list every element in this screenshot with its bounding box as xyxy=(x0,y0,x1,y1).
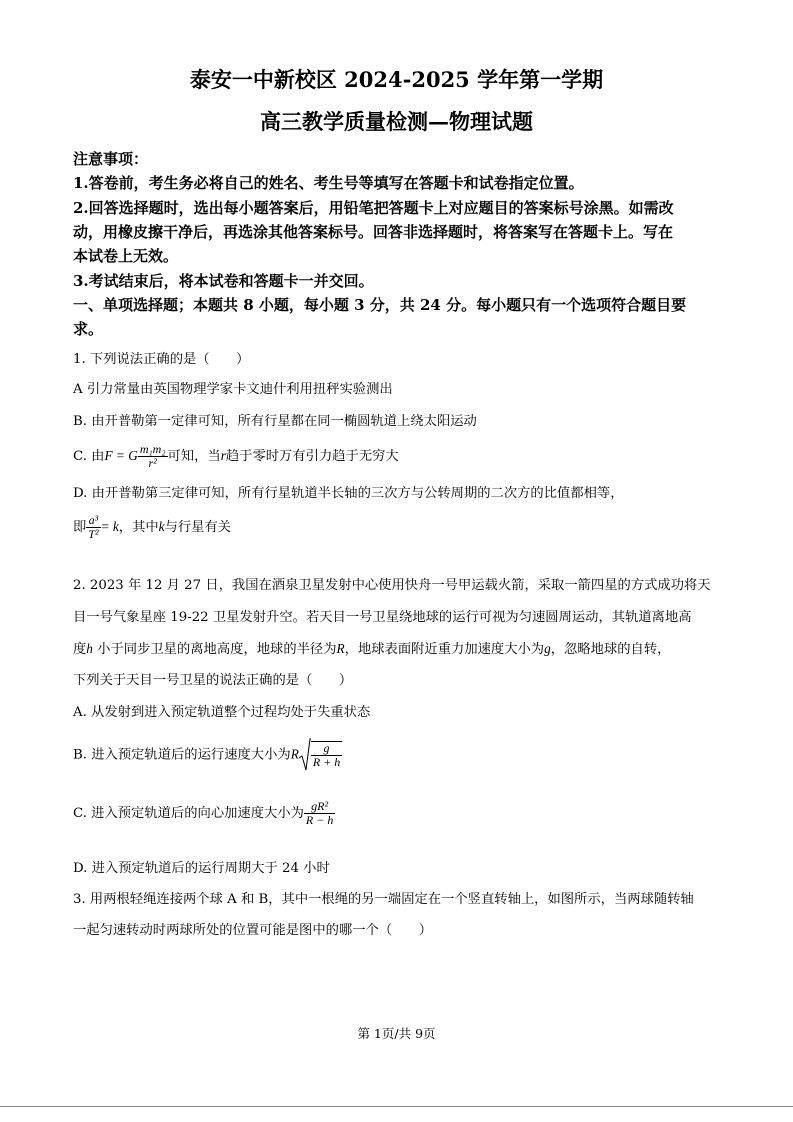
q2-line3-b: 小于同步卫星的离地高度，地球的半径为 xyxy=(92,642,337,657)
q1-kepler-fraction xyxy=(86,514,100,541)
q3-stem-line1: 3. 用两根轻绳连接两个球 A 和 B，其中一根绳的另一端固定在一个竖直转轴上，如图所示，当两球随转轴 xyxy=(73,892,694,907)
notice-item-2-line1: 2.回答选择题时，选出每小题答案后，用铅笔把答题卡上对应题目的答案标号涂黑。如需改 xyxy=(73,199,674,217)
sqrt-sign-icon xyxy=(299,738,311,772)
page-bottom-divider xyxy=(0,1106,793,1107)
q1-option-d-post: 与行星有关 xyxy=(164,520,232,535)
q1-kepler-numerator: a³ xyxy=(88,513,99,527)
q1-option-c-post: 趋于零时万有引力趋于无穷大 xyxy=(225,449,399,464)
page-footer: 第 1页/共 9页 xyxy=(357,1026,436,1041)
notice-item-1: 1.答卷前，考生务必将自己的姓名、考生号等填写在答题卡和试卷指定位置。 xyxy=(73,174,584,192)
q2-line3-a: 度 xyxy=(73,642,87,657)
q1-fraction-denominator: r² xyxy=(138,456,168,470)
q2-accel-fraction xyxy=(304,800,335,827)
q1-option-c xyxy=(73,443,399,470)
q2-var-R: R xyxy=(336,641,345,656)
q3-stem-line2: 一起匀速转动时两球所处的位置可能是图中的哪一个（ ） xyxy=(73,923,433,938)
q2-option-c-prefix: C. 进入预定轨道后的向心加速度大小为 xyxy=(73,806,304,821)
notice-heading: 注意事项： xyxy=(73,150,149,168)
notice-item-3: 3.考试结束后，将本试卷和答题卡一并交回。 xyxy=(73,272,374,290)
q2-stem-line4: 下列关于天目一号卫星的说法正确的是（ ） xyxy=(73,673,353,688)
q1-stem: 1. 下列说法正确的是（ ） xyxy=(73,352,250,367)
q2-option-b-R: R xyxy=(290,746,299,762)
q2-option-b xyxy=(73,738,342,772)
q2-accel-numerator: gR² xyxy=(311,799,329,813)
exam-title-line1: 泰安一中新校区 2024-2025 学年第一学期 xyxy=(189,67,604,92)
q1-option-d-line2 xyxy=(73,514,231,541)
q1-var-k: k xyxy=(158,519,165,534)
q2-stem-line1: 2. 2023 年 12 月 27 日，我国在酒泉卫星发射中心使用快舟一号甲运载火箭，采取一箭四星的方式成功将天 xyxy=(73,578,711,593)
q2-sqrt-denominator: R + h xyxy=(312,755,341,769)
q2-sqrt-numerator: g xyxy=(323,741,330,755)
q2-option-a: A. 从发射到进入预定轨道整个过程均处于失重状态 xyxy=(73,705,371,720)
q2-sqrt-fraction xyxy=(311,741,342,769)
q1-kepler-equals: = k xyxy=(100,519,119,534)
q2-var-g: g xyxy=(544,641,551,656)
q1-kepler-denominator: T² xyxy=(88,527,99,541)
q2-option-b-prefix: B. 进入预定轨道后的运行速度大小为 xyxy=(73,747,291,763)
q2-stem-line3 xyxy=(73,638,670,657)
q1-option-a: A 引力常量由英国物理学家卡文迪什利用扭秤实验测出 xyxy=(73,382,393,397)
q2-stem-line2: 目一号气象星座 19-22 卫星发射升空。若天目一号卫星绕地球的运行可视为匀速圆周运动，其轨道离地高 xyxy=(73,610,692,625)
q2-accel-denominator: R − h xyxy=(305,813,334,827)
q2-option-d: D. 进入预定轨道后的运行周期大于 24 小时 xyxy=(73,861,330,876)
q2-line3-d: ，忽略地球的自转， xyxy=(550,642,671,657)
section1-heading-line2: 求。 xyxy=(73,320,104,338)
q1-formula-left: F = G xyxy=(104,448,138,463)
notice-item-2-line2: 动，用橡皮擦干净后，再选涂其他答案标号。回答非选择题时，将答案写在答题卡上。写在 xyxy=(73,223,674,241)
q2-var-h: h xyxy=(86,641,93,656)
notice-item-2-line3: 本试卷上无效。 xyxy=(73,247,179,265)
q1-option-d-line1: D. 由开普勒第三定律可知，所有行星轨道半长轴的三次方与公转周期的二次方的比值都相等， xyxy=(73,486,624,501)
q1-option-b: B. 由开普勒第一定律可知，所有行星都在同一椭圆轨道上绕太阳运动 xyxy=(73,414,477,429)
exam-title-line2: 高三教学质量检测—物理试题 xyxy=(260,109,533,134)
q1-option-c-prefix: C. 由 xyxy=(73,449,105,464)
q1-gravity-fraction xyxy=(138,443,168,470)
section1-heading-line1: 一、单项选择题；本题共 8 小题，每小题 3 分，共 24 分。每小题只有一个选项符合题目要 xyxy=(73,296,687,314)
q2-sqrt-expression xyxy=(299,738,342,772)
q1-fraction-numerator: m₁m₂ xyxy=(139,442,166,456)
q1-var-r: r xyxy=(220,448,226,463)
q1-option-c-mid: 可知，当 xyxy=(167,449,221,464)
q2-line3-c: ，地球表面附近重力加速度大小为 xyxy=(344,642,545,657)
q1-option-d-mid: ，其中 xyxy=(118,520,159,535)
q2-option-c xyxy=(73,800,335,827)
q1-option-d-prefix: 即 xyxy=(73,520,87,535)
